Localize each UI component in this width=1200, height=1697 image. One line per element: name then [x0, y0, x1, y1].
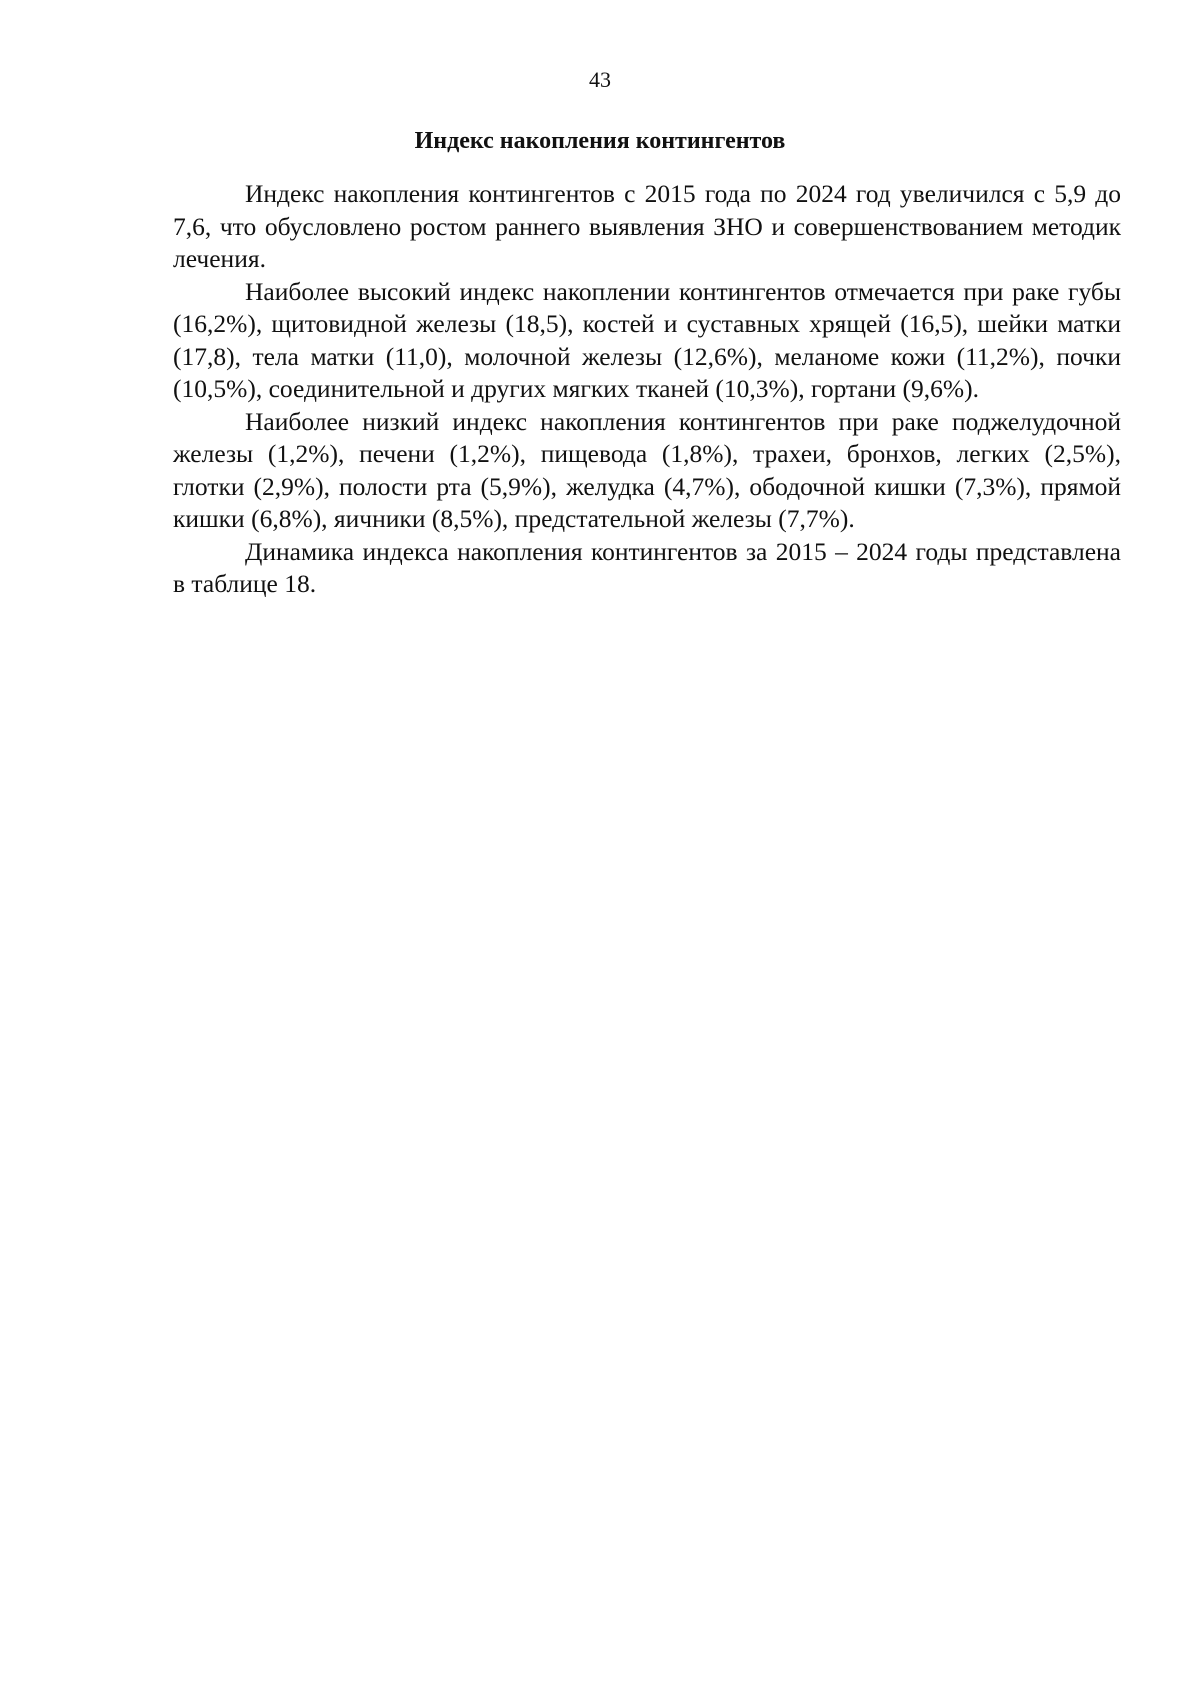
page-number: 43	[589, 67, 611, 92]
paragraph: Индекс накопления контингентов с 2015 года по 2024 год увеличился с 5,9 до 7,6, что обусловлено ростом раннего выявления ЗНО и совершенствованием методик лечения.	[173, 179, 1121, 273]
paragraph: Наиболее высокий индекс накоплении контингентов отмечается при раке губы (16,2%), щитовидной железы (18,5), костей и суставных хрящей (16,5), шейки матки (17,8), тела матки (11,0), молочной железы (12,6%), меланоме кожи (11,2%), почки (10,5%), соединительной и других мягких тканей (10,3%), гортани (9,6%).	[173, 276, 1121, 403]
body-text	[173, 178, 1121, 601]
section-heading: Индекс накопления контингентов	[414, 128, 786, 154]
paragraph: Наиболее низкий индекс накопления контингентов при раке поджелудочной железы (1,2%), печени (1,2%), пищевода (1,8%), трахеи, бронхов, легких (2,5%), глотки (2,9%), полости рта (5,9%), желудка (4,7%), ободочной кишки (7,3%), прямой кишки (6,8%), яичники (8,5%), предстательной железы (7,7%).	[173, 406, 1121, 533]
paragraph: Динамика индекса накопления контингентов за 2015 – 2024 годы представлена в таблице 18.	[173, 536, 1121, 598]
